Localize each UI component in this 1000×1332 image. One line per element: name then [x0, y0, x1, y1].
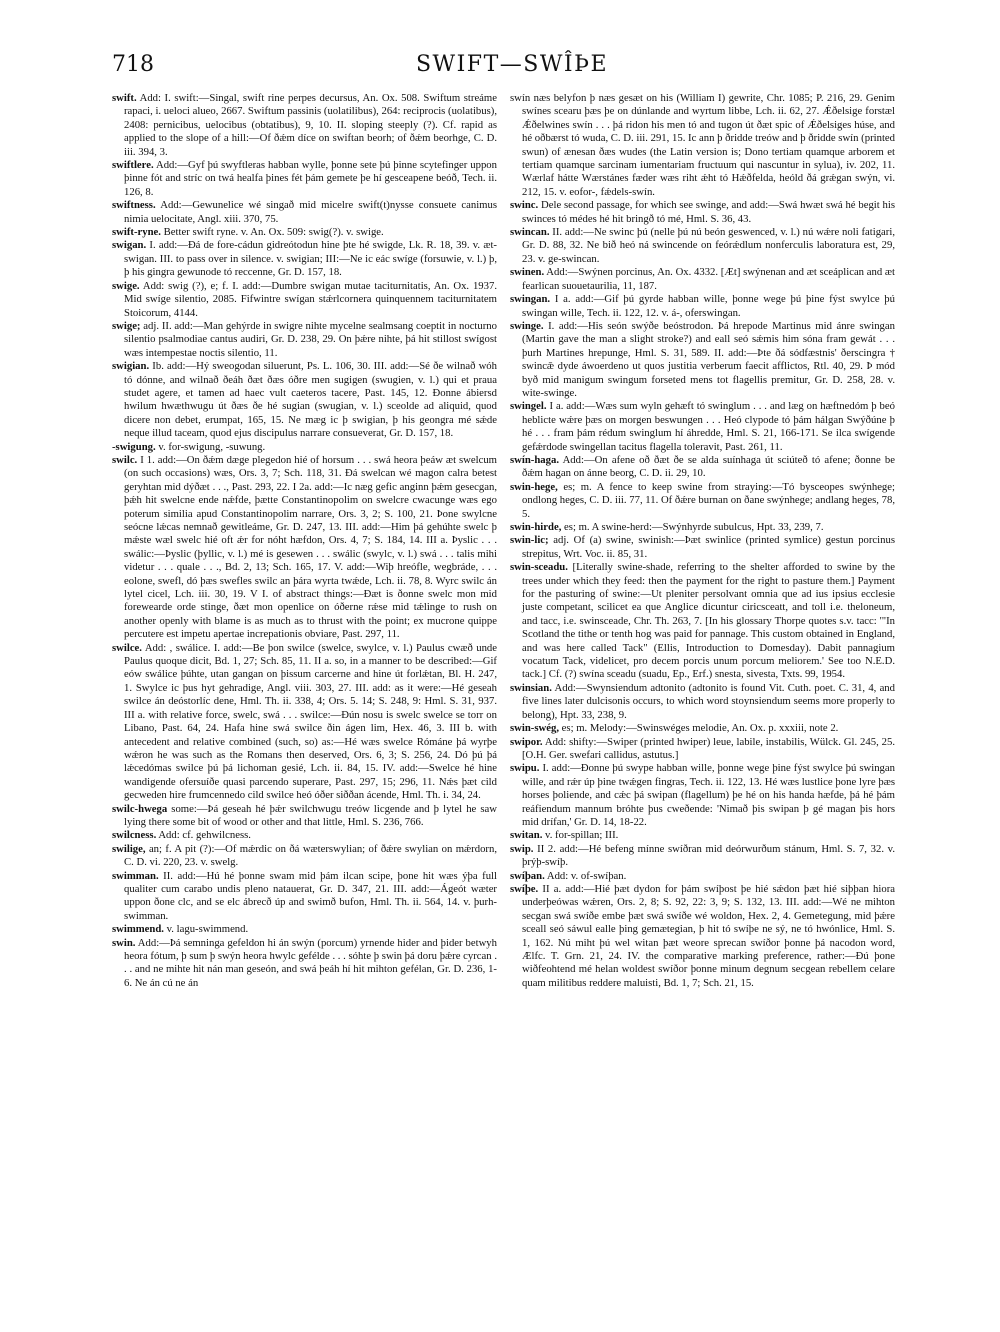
- entry-headword: swin-sceadu.: [510, 561, 568, 574]
- entry-headword: swigan.: [112, 239, 147, 252]
- entry-headword: swimmend.: [112, 923, 164, 936]
- entry-text: I a. add:—Wæs sum wyln gehæft tó swinglum . . . and læg on hæftnedóm þ beó heblicte wǽre þæs on morgen beswungen . . . Heó clypode tó þám hálgan Swýðúne þ hé . . . fram þám rédum swinglum hí áhredde, Hml. S. 21, 166-171. Se ilca swígende gefǽrdode swingellan tacitus flagella toleravit, Past. 261, 11.: [522, 400, 895, 453]
- dictionary-entry: [112, 454, 497, 642]
- entry-text: Add:—Gyf þú swyftleras habban wylle, þonne sete þú þinne scytefinger uppon þinne fót and stríc on twá healfa þines fét þám gemete þe hí gesceapene beóð, Tech. ii. 126, 8.: [124, 159, 497, 198]
- entry-text: Add:—Þá semninga gefeldon hi án swýn (porcum) yrnende hider and þider betwyh heora fótum, þ sum þ swýn heora hwylc gefélde . . . sóhte þ swin þá doru þǽre cyrcan . . . and ne mihte hit nán man geseón, and swá þeáh hí hit mihton gefélan, Gr. D. 236, 1-6. Ne án cú ne án: [124, 936, 497, 989]
- dictionary-entry: [510, 534, 895, 561]
- dictionary-entry: [510, 92, 895, 199]
- entry-text: adj. Of (a) swine, swinish:—Þæt swinlice (printed symlice) gestun porcinus strepitus, Wrt. Voc. ii. 85, 31.: [522, 534, 895, 560]
- dictionary-entry: [510, 829, 895, 842]
- entry-text: swín næs belyfon þ næs gesæt on his (William I) gewrite, Chr. 1085; P. 216, 29. Genim swínes scearu þæs þe on dúnlande and wyrtum libbe, Lch. ii. 62, 27. Ǽðelsige forstæl Ǽðelwines swín . . . þá ridon his men tó and tugon út ðæt spic of Ǽðelsiges húse, and hé oðbærst tó wuda, C. D. iii. 291, 15. Ic ann þ ðridde treów and þ ðridde swín (printed swun) of ænesan ðæs wudes (the Latin version is; Dono tertiam quamque arborem et tertiam quamque sarcinam iumentariam fructuum qui nascuntur in sylua), iv. 202, 11. Wærlaf hátte Wærstánes fæder wæs riht ǽht tó Hǽðfelda, heóld ðá grǽgan swýn, vi. 212, 15. v. eofor-, fǽdels-swín.: [510, 92, 895, 198]
- entry-headword: swinen.: [510, 266, 545, 279]
- entry-headword: swigian.: [112, 360, 150, 373]
- entry-text: Add: cf. gehwilcness.: [156, 829, 251, 842]
- entry-headword: swip.: [510, 842, 534, 855]
- entry-headword: swipu.: [510, 762, 540, 775]
- entry-text: I. add:—Ðonne þú swype habban wille, þonne wege þine fýst swylce þú swingan wille, and rǽr úp þine twǽgen fingras, Tech. ii. 122, 13. Hé wæs lustlice þone lyre þæs horses þoliende, and cǽc þá swipan (flagellum) þe hé on his handa hæfde, þá hé þám reáfiendum mannum bróhte þus cweðende: 'Nimað þis swipan þ gé magan þis hors mid drífan,' Gr. D. 14, 18-22.: [522, 762, 895, 828]
- dictionary-entry: [112, 320, 497, 360]
- entry-text: I. add:—His seón swýðe beóstrodon. Þá hrepode Martinus mid ánre swingan (Martin gave the man a slight stroke?) and eall seó sǽmis him sóna fram gewát . . . þurh Martines hrepunge, Hml. S. 31, 589. II. add:—Þte ðá sódfæstnis' ðerscingra † swincǣ dyde áwoerdeno ut quos justitia verberum faecit afflictos, Rtl. 40, 29. Þ mód byð mid manigum swingum forseted mens tot flagellis premitur, Gr. D. 258, 28. v. wite-swinge.: [522, 319, 895, 399]
- entry-headword: swíþe.: [510, 882, 539, 895]
- entry-text: I a. add:—Gif þú gyrde habban wille, þonne wege þú þine fýst swylce þú swingan wille, Tech. ii. 122, 12. v. á-, oferswingan.: [522, 293, 895, 319]
- dictionary-entry: [112, 923, 497, 936]
- entry-text: Ib. add:—Hý sweogodan siluerunt, Ps. L. 106, 30. III. add:—Sé ðe wilnað wóh tó dónne, and wilnað ðeáh ðæt ðæs óðre men sugigen (swugien, v. l.) qui et praua studet agere, et tamen ad haec vult caeteros tacere, Past. 145, 12. Ðonne ábiersd hwilum hwæthwugu út ðæs ðe hé sugian (swugian, v. l.) sceolde ad aliquid, quod dicere non debet, erumpat, 165, 15. Ne mæg ic þ swigian, þ his geongra mé sǽde neque illud taceam, quod ejus discipulus narrare consueverat, Gr. D. 157, 18.: [124, 360, 497, 440]
- entry-headword: swipor.: [510, 735, 543, 748]
- entry-headword: swincan.: [510, 226, 550, 239]
- entry-headword: swinge.: [510, 319, 544, 332]
- entry-text: II. add:—Hú hé þonne swam mid þám ilcan scipe, þone hit wæs ýþa full qualiter cum carabo undis pleno natauerat, Gr. D. 347, 21. III. add:—Ágeót wæter uppon ðone clc, and se elc ábrecð úp and swimð bufon, Hml. Th. ii. 564, 14. v. þurh-swimman.: [124, 869, 497, 922]
- entry-headword: swin-lic;: [510, 534, 549, 547]
- entry-text: v. lagu-swimmend.: [163, 923, 249, 936]
- dictionary-entry: [112, 159, 497, 199]
- entry-text: adj. II. add:—Man gehýrde in swigre nihte mycelne sealmsang coeptit in nocturno silentio psalmodiae cantus audiri, Gr. D. 238, 29. On þǽre nihte, þá hit stillost swígost wæs intempestae noctis silentio, 11.: [124, 319, 497, 359]
- entry-text: es; m. Melody:—Swinswéges melodie, An. Ox. p. xxxiii, note 2.: [559, 722, 839, 735]
- dictionary-entry: [510, 561, 895, 682]
- entry-headword: swift.: [112, 92, 137, 104]
- entry-text: Dele second passage, for which see swinge, and add:—Swá hwæt swá hé begit his swinces tó médes hé hit bringð tó mé, Hml. S. 36, 43.: [522, 199, 895, 225]
- entry-text: Add: swig (?), e; f. I. add:—Dumbre swigan mutae taciturnitatis, An. Ox. 1937. Mid swíge silentio, 2085. Fifwintre swígan stǽrlcornera quinquennem taciturnitatem Stoicorum, 4144.: [124, 279, 497, 319]
- dictionary-entry: [112, 239, 497, 279]
- dictionary-entry: [510, 320, 895, 400]
- dictionary-entry: [510, 682, 895, 722]
- entry-text: Add: shifty:—Swiper (printed hwiper) leue, labile, instabilis, Wülck. Gl. 245, 25. [O.H. Ger. swefari callidus, astutus.]: [522, 735, 895, 761]
- entry-headword: swinsian.: [510, 681, 552, 694]
- entry-headword: swilc.: [112, 453, 138, 466]
- entry-text: Add:—Gewunelice wé singað mid micelre swift(t)nysse consuete canimus nimia uelocitate, Angl. xiii. 370, 75.: [124, 199, 497, 225]
- entry-text: v. for-spillan; III.: [542, 829, 619, 842]
- entry-text: Better swift ryne. v. An. Ox. 509: swig(?). v. swige.: [160, 226, 384, 239]
- entry-text: II. add:—Ne swinc þú (nelle þú nú beón geswenced, v. l.) nú wǽre noli fatigari, Gr. D. 88, 32. Ne bið heó ná swincende on feórǽdlum nonferculis laboratura est, 29, 23. v. ge-swincan.: [522, 226, 895, 265]
- entry-headword: swin-hirde,: [510, 521, 562, 533]
- entry-text: v. for-swigung, -suwung.: [155, 440, 266, 453]
- entry-headword: swiftness.: [112, 199, 156, 212]
- dictionary-entry: [510, 870, 895, 883]
- entry-text: II a. add:—Hié þæt dydon for þám swíþost þe hié sǽdon þæt hié siþþan hiora underþeówas wǽren, Ors. 2, 8; S. 92, 22: 3, 9; S. 132, 13. III. add:—Wé ne mihton secgan swá swíðe embe þæt swá swíðe wé woldon, Hex. 2, 4. Gemetegung, mid þǽre sceall seó sáwul ealle þing gemætegian, þ hit tó swíþe ne sý, ne tó hwónlice, Hml. S. 1, 162. Nú miht þú wel witan þæt weore sprecan swíðor þonne þá nacodon word, Ælfc. T. Grn. 21, 24. IV. the comparative marking preference, rather:—Ðú þone wiðfeohtend mé helan woldest swíðor þonne minum degnum secgean rebellem celare quam militibus reddere maluisti, Bd. 1, 7; Sch. 21, 15.: [522, 882, 895, 989]
- entry-text: Add: , swálice. I. add:—Be þon swilce (swelce, swylce, v. l.) Paulus cwæð unde Paulus quoque dicit, Bd. 1, 27; Sch. 85, 11. II a. so, in a manner to be described:—Gif eów swálice þúhte, utan gangan on þissum carcerne and hine út forlǽtan, Bl. H. 247, 1. Swylce ic þus hyt gehradige, Angl. viii. 303, 27. III. add: as it were:—Hé geseah swilce án deóstorlíc dene, Hml. Th. ii. 338, 4; Ors. 5. 14; S. 248, 9: Hml. S. 31, 937. III a. with relative force, swelc, swá . . . swilce:—Ðún nosu is swelc swelce se torr on Libano, Past. 64, 24. Hafa hine swá swilce ðin ágen lim, Hex. 46, 3. III b. with antecedent and relative combined (such, so) as:—Hé wæs swelce Rómáne þá wyrþe wǽron he was such as the Romans then deserved, Ors. 6, 3; S. 256, 24. Dó þú þá lǽcedómas swilce þú þá lichoman gesié, Lch. ii. 84, 15. IV. add:—Swelce hé hine wandigende ofersuíðe quasi parcendo superare, Past. 297, 15; 296, 11. Nǽs þæt cild gecweden hire frumcennedo cild swilce heó óðer siððan ácende, Hml. Th. i. 34, 24.: [124, 641, 497, 802]
- entry-text: an; f. A pit (?):—Of mǽrdic on ðá wæterswylian; of ðǽre swylian on mǽrdorn, C. D. vi. 220, 23. v. swelg.: [124, 842, 497, 869]
- entry-headword: swige;: [112, 319, 141, 332]
- dictionary-entry: [510, 722, 895, 735]
- dictionary-entry: [510, 521, 895, 534]
- entry-headword: -swigung.: [112, 440, 156, 453]
- dictionary-entry: [510, 736, 895, 763]
- entry-text: II 2. add:—Hé befeng mínne swíðran mid deórwurðum stánum, Hml. S. 7, 32. v. þrýþ-swíþ.: [522, 842, 895, 869]
- dictionary-entry: [510, 454, 895, 481]
- dictionary-entry: [510, 400, 895, 454]
- entry-headword: swín-haga.: [510, 453, 559, 466]
- entry-text: I 1. add:—On ðǽm dæge plegedon hié of horsum . . . swá heora þeáw æt swelcum (on such occasions) wæs, Ors. 3, 7; Sch. 118, 31. Ðá swelcan wé magon calra betest geryhtan mid dýðæt . . ., Past. 293, 22. I 2a. add:—Ic næg gefic anginn þǽm gesecgan, þǽh hit swelcne ende nǽfde, þætte Constantinopolim on swelcre cwacunge wæs ego poterum similia apud Constantinopolim narrare, Ors. 3, 2; S. 100, 21. Þone swylcne seócne lǽcas nemnað gewitleáme, Gr. D. 247, 13. III. add:—Him þá gehúhte swelc þ mǽste wæl swelc hié oft ǽr for nóht hæfdon, Ors. 4, 7; S. 184, 14. III a. Þyslic . . . swálic:—Þyslic (þyllic, v. l.) mé is gesewen . . . swálic (swylc, v. l.) swá . . . talis mihi videtur . . . quale . . ., Bd. 2, 13; Sch. 165, 17. V. add:—Wiþ hreófle, wegbráde, . . . eolone, swefl, dó þæs swefles swilc an þára wyrta twǽde, Lch. ii. 78, 8. Wyrc swilc án lytel cicel, Lch. iii. 30, 19. V I. of abstract things:—Ðæt is ðonne swelc mon mid forewearde orde stinge, ðæt mon openlice on óðerne rǽse mid tǽlinge to rush on another openly with blame is as much as to thrust with the point; ex mucrone quippe percutere est impetu apertae increpationis obviare, Past. 297, 11.: [124, 453, 497, 641]
- entry-headword: swin.: [112, 936, 136, 949]
- entry-headword: swinc.: [510, 199, 539, 212]
- entry-headword: swin-hege,: [510, 480, 558, 493]
- dictionary-entry: [510, 293, 895, 320]
- entry-text: Add:—On afene oð ðæt ðe se alda suínhaga út sciúteð tó afene; ðonne be ðǽm hagan on ánne beorg, C. D. ii. 29, 10.: [522, 453, 895, 480]
- dictionary-entry: [112, 199, 497, 226]
- dictionary-entry: [112, 226, 497, 239]
- dictionary-entry: [112, 280, 497, 320]
- entry-headword: swilce.: [112, 641, 142, 654]
- left-column: [112, 92, 497, 1292]
- dictionary-entry: [112, 642, 497, 803]
- dictionary-entry: [510, 843, 895, 870]
- entry-headword: swige.: [112, 279, 140, 292]
- right-column: [510, 92, 895, 1292]
- entry-headword: swiftlere.: [112, 159, 154, 172]
- entry-text: Add: v. of-swíþan.: [544, 869, 627, 882]
- entry-text: I. add:—Ðá de fore-cádun gidreótodun hine þte hé swigde, Lk. R. 18, 39. v. æt-swigan. III. to pass over in silence. v. swigian; III:—Ne ic eác swíge (forsuwie, v. l.) þ, þ his gingra gewunode tó reccenne, Gr. D. 157, 18.: [124, 239, 497, 279]
- entry-text: Add:—Swynsiendum adtonito (adtonito is found Vit. Cuth. poet. C. 31, 4, and five lines later dulcisonis occurs, to which word stoynsiendum seems more properly to belong), Hpt. 33, 238, 9.: [522, 681, 895, 721]
- entry-headword: swilcness.: [112, 829, 157, 842]
- running-head: SWIFT—SWÎÞE: [415, 52, 609, 77]
- entry-text: Add:—Swýnen porcinus, An. Ox. 4332. [Æt] swýnenan and æt sceáplican and æt fearlican suouetaurilia, 11, 187.: [522, 266, 895, 292]
- dictionary-entry: [112, 360, 497, 440]
- entry-headword: swin-swég,: [510, 722, 559, 735]
- page-header: [112, 52, 912, 82]
- entry-text: Add: I. swift:—Singal, swift rine perpes decursus, An. Ox. 508. Swiftum streáme rapaci, i. ueloci alueo, 2667. Swiftum passinis (uolatilibus), 264: reciprocis (uolatibus), 2408: pernicibus, uelocibus (obtatibus), 9, 10. II. sloping steeply (?). Cf. rapid as applied to the slope of a hill:—Of ðǽm díce on swiftan beorh; of ðǽm beorhge, C. D. iii. 394, 3.: [124, 92, 497, 158]
- dictionary-entry: [112, 92, 497, 159]
- entry-text: es; m. A swine-herd:—Swýnhyrde subulcus, Hpt. 33, 239, 7.: [561, 521, 824, 533]
- dictionary-entry: [510, 226, 895, 266]
- dictionary-entry: [112, 441, 497, 454]
- entry-headword: switan.: [510, 829, 543, 842]
- dictionary-entry: [510, 883, 895, 990]
- dictionary-entry: [112, 829, 497, 842]
- entry-headword: swilige,: [112, 842, 146, 855]
- entry-headword: swingan.: [510, 293, 551, 306]
- dictionary-entry: [112, 843, 497, 870]
- dictionary-entry: [112, 803, 497, 830]
- dictionary-entry: [112, 937, 497, 991]
- entry-headword: swingel.: [510, 400, 547, 413]
- entry-text: es; m. A fence to keep swine from straying:—Tó bysceopes swýnhege; ondlong heges, C. D. iii. 77, 11. Of ðǽre burnan on ðane swýnhege; andlang heges, 78, 5.: [522, 480, 895, 520]
- entry-headword: swift-ryne.: [112, 226, 161, 239]
- entry-text: [Literally swine-shade, referring to the shelter afforded to swine by the trees under which they feed: then the payment for the right to pasture them.] Payment for the pasturing of swine:—Ut pleniter persolvant omnia que ad ius ipsius ecclesie juste competant, scilicet ea que Anglice dicuntur ciricsceatt, and toll i.e. theloneum, and tacc, i.e. swinsceade, Chr. Th. 263, 7. [In his glossary Thorpe quotes s.v. tacc: '"In Scotland the tithe or tenth hog was paid for pannage. This custom obtained in England, and was here called Tack" (Ellis, Introduction to Domesday). Dabit pannagium vocatum Tack, videlicet, pro decem porcis unum porcum meliorem.' See too N.E.D. tack.] Cf. (?) swína sceadu (suadu, Ep., Erf.) snesta, sivesta, Txts. 99, 1954.: [522, 561, 895, 681]
- entry-text: some:—Þá geseah hé þǽr swilchwugu treów licgende and þ lytel he saw lying there some bit of wood or other and that little, Hml. S. 236, 766.: [124, 802, 497, 828]
- dictionary-entry: [510, 762, 895, 829]
- dictionary-entry: [510, 266, 895, 293]
- dictionary-entry: [112, 870, 497, 924]
- entry-headword: swíþan.: [510, 869, 545, 882]
- page-number: 718: [112, 52, 154, 77]
- entry-headword: swilc-hwega: [112, 802, 168, 815]
- dictionary-entry: [510, 199, 895, 226]
- dictionary-entry: [510, 481, 895, 521]
- entry-headword: swimman.: [112, 869, 159, 882]
